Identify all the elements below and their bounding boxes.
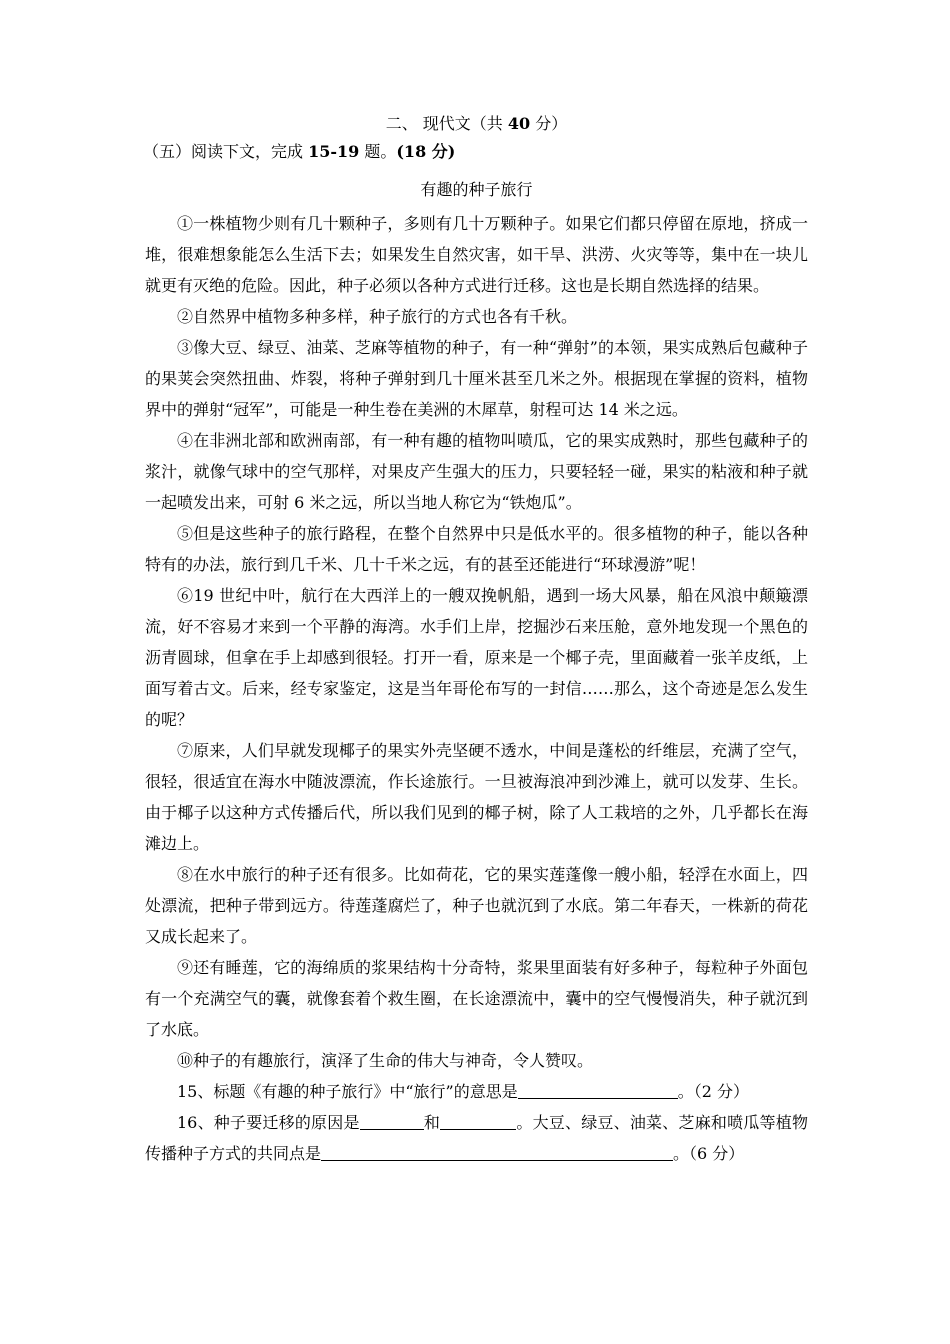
answer-blank-15[interactable] [518, 1082, 678, 1099]
paragraph-3: ③像大豆、绿豆、油菜、芝麻等植物的种子，有一种“弹射”的本领，果实成熟后包藏种子的果荚会突然扭曲、炸裂，将种子弹射到几十厘米甚至几米之外。根据现在掌握的资料，植物界中的弹射“冠军”，可能是一种生卷在美洲的木犀草，射程可达 14 米之远。 [145, 338, 808, 419]
question-range: 15-19 [308, 142, 360, 161]
instruction-mid: 题。 [359, 142, 397, 161]
paragraph-7: ⑦原来，人们早就发现椰子的果实外壳坚硬不透水，中间是蓬松的纤维层，充满了空气，很轻，很适宜在海水中随波漂流，作长途旅行。一旦被海浪冲到沙滩上，就可以发芽、生长。由于椰子以这种方式传播后代，所以我们见到的椰子树，除了人工栽培的之外，几乎都长在海滩边上。 [145, 741, 808, 853]
answer-blank-16a[interactable] [360, 1113, 424, 1130]
question-16-text: 16、种子要迁移的原因是 [177, 1113, 360, 1132]
question-16 [145, 1107, 808, 1169]
reading-instruction [143, 140, 808, 164]
instruction-score: (18 分) [396, 142, 456, 161]
section-title-suffix: 分） [530, 114, 568, 133]
paragraph-6: ⑥19 世纪中叶，航行在大西洋上的一艘双挽帆船，遇到一场大风暴，船在风浪中颠簸漂流，好不容易才来到一个平静的海湾。水手们上岸，挖掘沙石来压舱，意外地发现一个黑色的沥青圆球，但拿在手上却感到很轻。打开一看，原来是一个椰子壳，里面藏着一张羊皮纸，上面写着古文。后来，经专家鉴定，这是当年哥伦布写的一封信……那么，这个奇迹是怎么发生的呢？ [145, 586, 808, 729]
section-title [145, 112, 808, 136]
question-16-text-2: 。大豆、绿豆、油菜、芝麻和喷瓜等植物传播种子方式的共同点是 [145, 1113, 808, 1163]
paragraph-5: ⑤但是这些种子的旅行路程，在整个自然界中只是低水平的。很多植物的种子，能以各种特有的办法，旅行到几千米、几十千米之远，有的甚至还能进行“环球漫游”呢！ [145, 524, 808, 574]
question-16-and: 和 [423, 1113, 441, 1132]
paragraph-8: ⑧在水中旅行的种子还有很多。比如荷花，它的果实莲蓬像一艘小船，轻浮在水面上，四处漂流，把种子带到远方。待莲蓬腐烂了，种子也就沉到了水底。第二年春天，一株新的荷花又成长起来了。 [145, 865, 808, 946]
instruction-prefix: （五）阅读下文，完成 [143, 142, 309, 161]
question-15-score: 。（2 分） [677, 1082, 750, 1101]
question-15-text: 15、标题《有趣的种子旅行》中“旅行”的意思是 [177, 1082, 518, 1101]
question-16-score: 。（6 分） [673, 1144, 745, 1163]
answer-blank-16b[interactable] [440, 1113, 516, 1130]
paragraph-4: ④在非洲北部和欧洲南部，有一种有趣的植物叫喷瓜，它的果实成熟时，那些包藏种子的浆汁，就像气球中的空气那样，对果皮产生强大的压力，只要轻轻一碰，果实的粘液和种子就一起喷发出来，可射 6 米之远，所以当地人称它为“铁炮瓜”。 [145, 431, 808, 512]
article-title: 有趣的种子旅行 [420, 180, 533, 199]
answer-blank-16c[interactable] [321, 1144, 673, 1161]
paragraph-2: ②自然界中植物多种多样，种子旅行的方式也各有千秋。 [177, 307, 578, 326]
paragraph-9: ⑨还有睡莲，它的海绵质的浆果结构十分奇特，浆果里面装有好多种子，每粒种子外面包有一个充满空气的囊，就像套着个救生圈，在长途漂流中，囊中的空气慢慢消失，种子就沉到了水底。 [145, 958, 808, 1039]
question-15 [145, 1076, 808, 1107]
document-page [145, 112, 808, 1169]
section-score: 40 [507, 114, 531, 133]
paragraph-10: ⑩种子的有趣旅行，演泽了生命的伟大与神奇，令人赞叹。 [177, 1051, 594, 1070]
section-title-prefix: 二、 现代文（共 [385, 114, 508, 133]
paragraph-1: ①一株植物少则有几十颗种子，多则有几十万颗种子。如果它们都只停留在原地，挤成一堆，很难想象能怎么生活下去；如果发生自然灾害，如干旱、洪涝、火灾等等，集中在一块儿就更有灭绝的危险。因此，种子必须以各种方式进行迁移。这也是长期自然选择的结果。 [145, 214, 808, 295]
